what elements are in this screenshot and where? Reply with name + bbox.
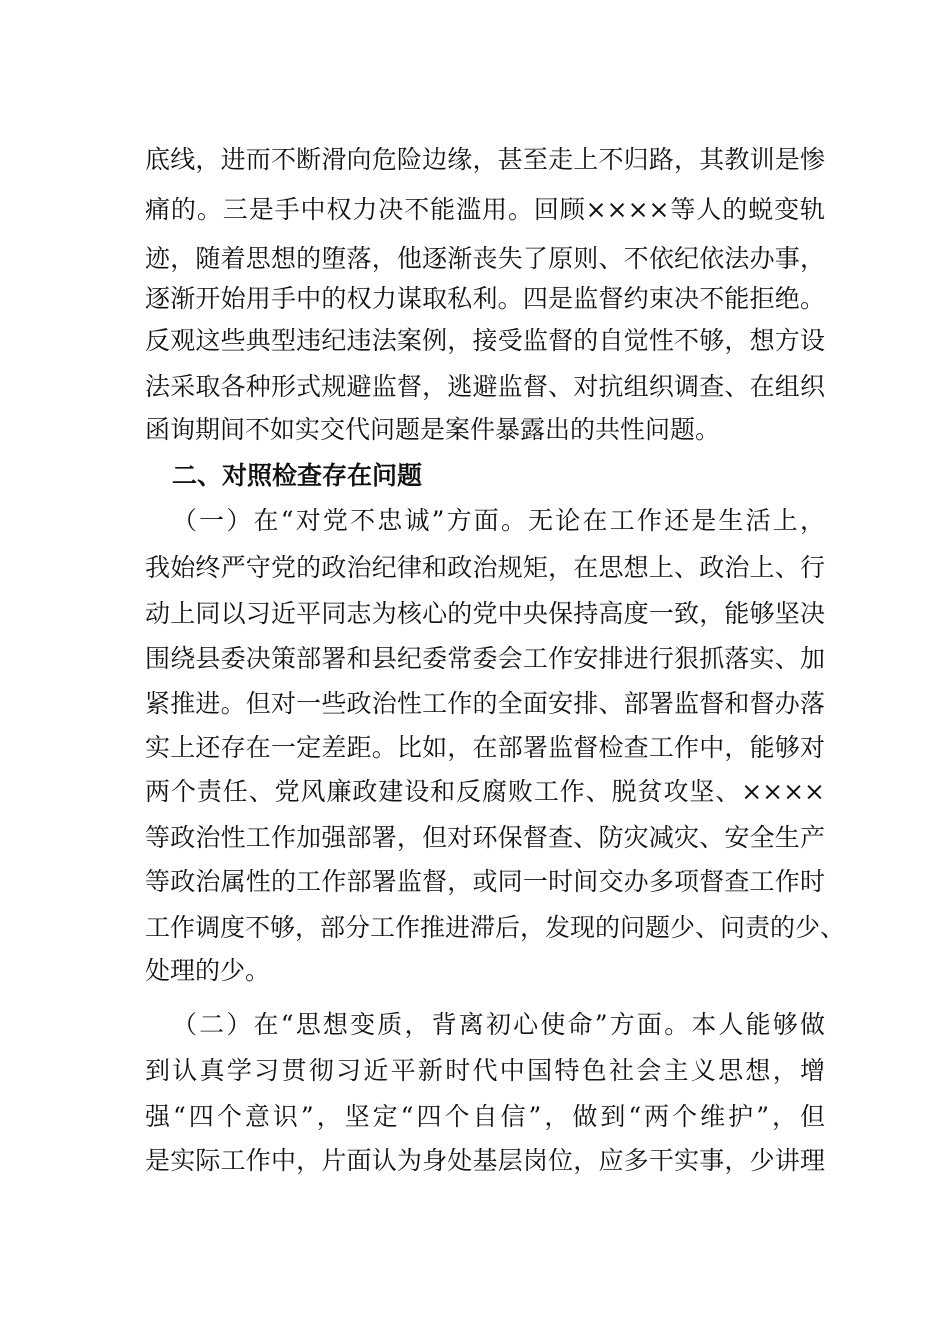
paragraph-start-line: （二）在“思想变质，背离初心使命”方面。本人能够做: [172, 1010, 825, 1039]
body-text-line: 动上同以习近平同志为核心的党中央保持高度一致，能够坚决: [145, 599, 825, 628]
body-text-line: 强“四个意识”，坚定“四个自信”，做到“两个维护”，但: [145, 1102, 825, 1131]
body-text-line: 实上还存在一定差距。比如，在部署监督检查工作中，能够对: [145, 733, 825, 762]
body-text-line: 我始终严守党的政治纪律和政治规矩，在思想上、政治上、行: [145, 553, 825, 582]
body-text-line: 围绕县委决策部署和县纪委常委会工作安排进行狠抓落实、加: [145, 644, 825, 673]
section-heading: 二、对照检查存在问题: [172, 461, 423, 490]
body-text-line: 紧推进。但对一些政治性工作的全面安排、部署监督和督办落: [145, 689, 825, 718]
body-text-line: 法采取各种形式规避监督，逃避监督、对抗组织调查、在组织: [145, 372, 825, 401]
body-text-line: 等政治属性的工作部署监督，或同一时间交办多项督查工作时: [145, 867, 825, 896]
paragraph-start-line: （一）在“对党不忠诚”方面。无论在工作还是生活上，: [172, 506, 825, 535]
body-text-line: 工作调度不够，部分工作推进滞后，发现的问题少、问责的少、: [145, 913, 846, 942]
body-text-line: 是实际工作中，片面认为身处基层岗位，应多干实事，少讲理: [145, 1146, 825, 1175]
body-text-line: 函询期间不如实交代问题是案件暴露出的共性问题。: [145, 415, 721, 444]
body-text-line: 痛的。三是手中权力决不能滥用。回顾××××等人的蜕变轨: [145, 195, 825, 224]
body-text-line: 底线，进而不断滑向危险边缘，甚至走上不归路，其教训是惨: [145, 145, 825, 174]
body-text-line: 等政治性工作加强部署，但对环保督查、防灾减灾、安全生产: [145, 823, 825, 852]
body-text-line: 两个责任、党风廉政建设和反腐败工作、脱贫攻坚、××××: [145, 777, 825, 806]
body-text-line: 处理的少。: [145, 956, 271, 985]
body-text-line: 到认真学习贯彻习近平新时代中国特色社会主义思想，增: [145, 1056, 825, 1085]
body-text-line: 逐渐开始用手中的权力谋取私利。四是监督约束决不能拒绝。: [145, 284, 825, 313]
body-text-line: 迹，随着思想的堕落，他逐渐丧失了原则、不依纪依法办事，: [145, 244, 825, 273]
body-text-line: 反观这些典型违纪违法案例，接受监督的自觉性不够，想方设: [145, 326, 825, 355]
